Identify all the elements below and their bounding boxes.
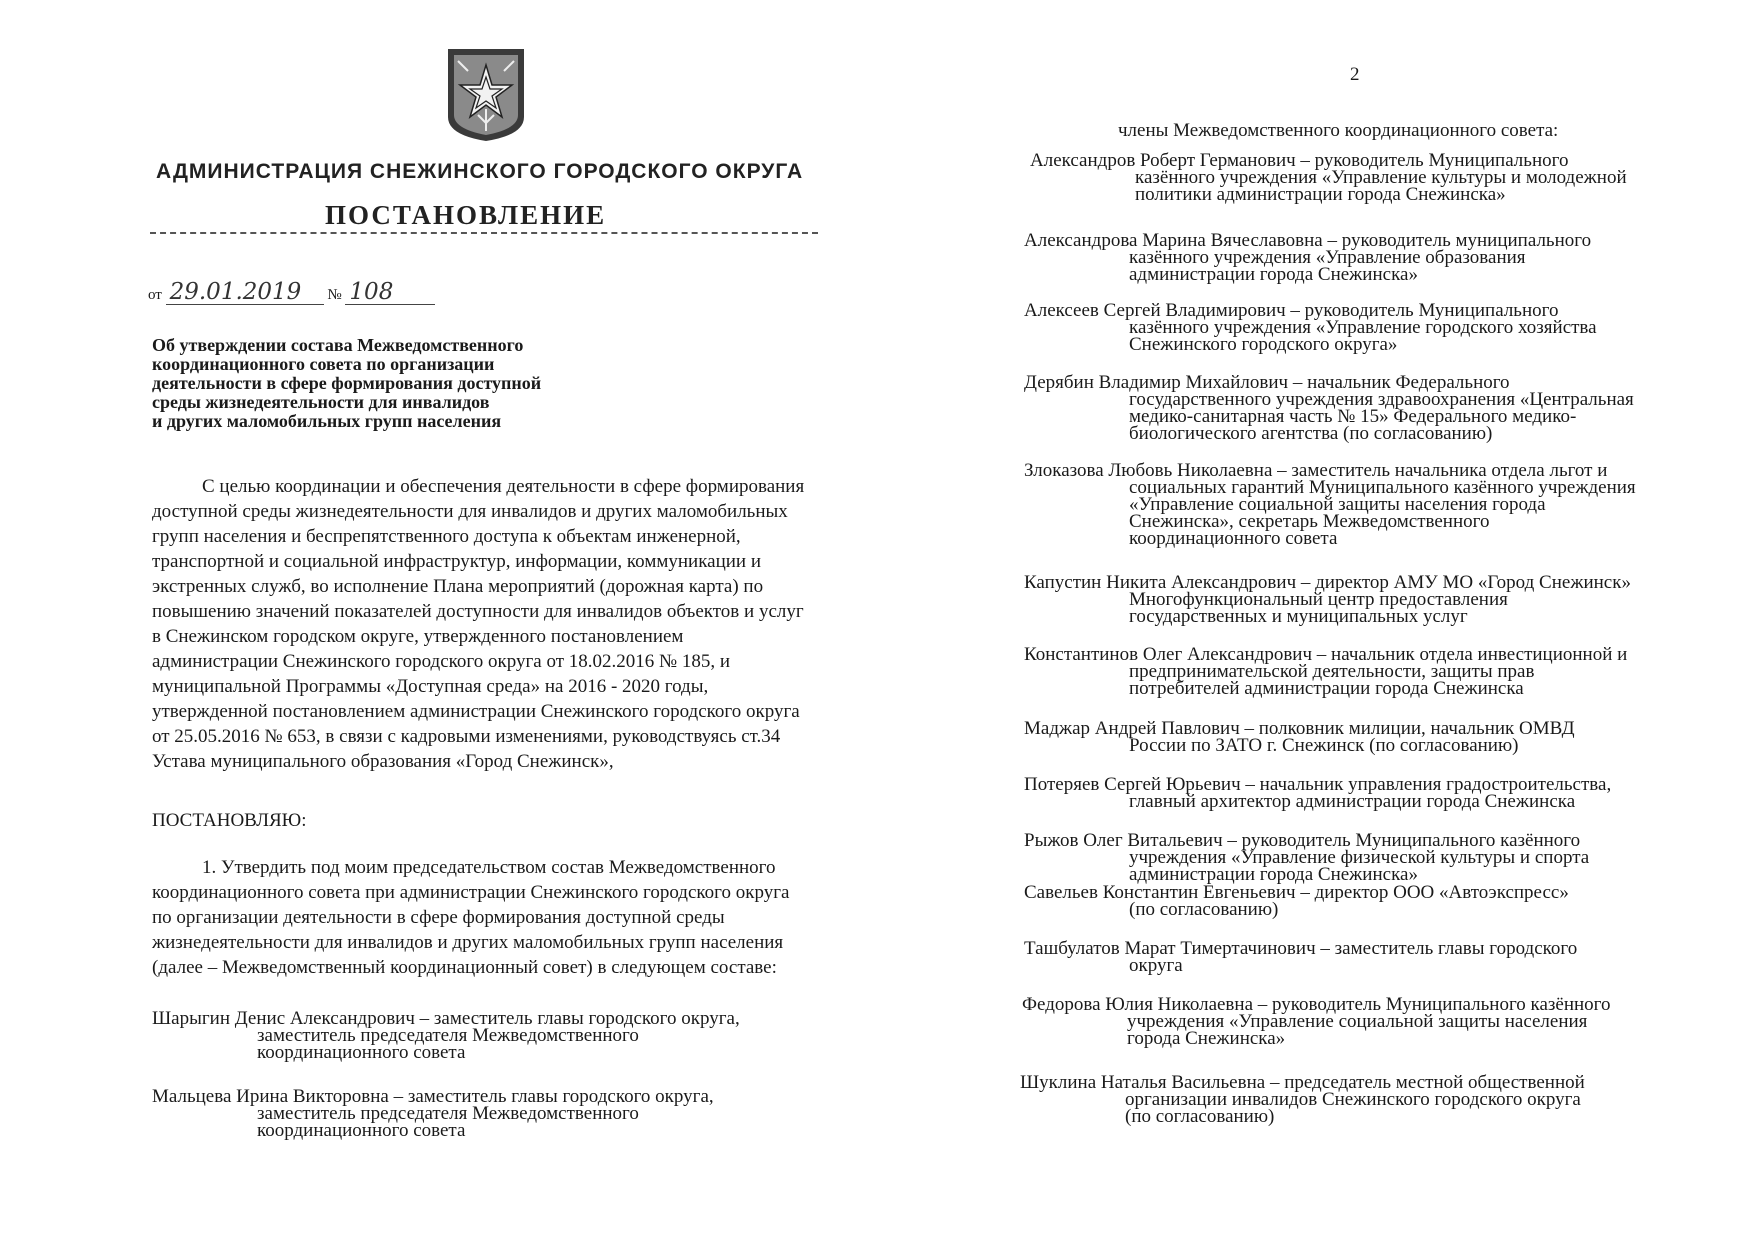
number-prefix: № — [327, 287, 342, 303]
member-detail-line: Снежинска», секретарь Межведомственного — [1129, 511, 1490, 532]
member-name-line: Константинов Олег Александрович – начальник отдела инвестиционной и — [1024, 644, 1628, 665]
member-name-line: Шуклина Наталья Васильевна – председатель местной общественной — [1020, 1072, 1585, 1093]
member-name-line: Злоказова Любовь Николаевна – заместитель начальника отдела льгот и — [1024, 460, 1608, 481]
subject-line: деятельности в сфере формирования доступной — [152, 373, 542, 393]
header-divider — [150, 232, 818, 234]
member-detail-line: медико-санитарная часть № 15» Федерального медико- — [1129, 406, 1577, 427]
member-entry — [1030, 152, 1627, 203]
member-detail-line: Многофункциональный центр предоставления — [1129, 589, 1508, 610]
member-detail-line: округа — [1129, 955, 1183, 976]
member-detail-line: биологического агентства (по согласованию) — [1129, 423, 1493, 444]
handwritten-number: 108 — [345, 280, 435, 305]
member-entry — [1022, 996, 1611, 1047]
member-name-line: Мальцева Ирина Викторовна – заместитель главы городского округа, — [152, 1086, 714, 1107]
subject-line: Об утверждении состава Межведомственного — [152, 335, 524, 355]
member-detail-line: предпринимательской деятельности, защиты прав — [1129, 661, 1535, 682]
members-heading: члены Межведомственного координационного совета: — [1118, 120, 1559, 141]
member-entry — [1020, 1074, 1585, 1125]
member-entry — [1024, 884, 1569, 918]
member-entry — [1024, 646, 1627, 697]
member-name-line: Савельев Константин Евгеньевич – директор ООО «Автоэкспресс» — [1024, 882, 1569, 903]
snezhinsk-coat-of-arms-icon — [446, 47, 526, 143]
member-entry — [152, 1088, 852, 1139]
member-detail-line: учреждения «Управление физической культуры и спорта — [1129, 847, 1590, 868]
member-detail-line: казённого учреждения «Управление культуры и молодежной — [1135, 167, 1627, 188]
subject-line: среды жизнедеятельности для инвалидов — [152, 392, 490, 412]
member-name-line: Федорова Юлия Николаевна – руководитель Муниципального казённого — [1022, 994, 1611, 1015]
member-detail-line: заместитель председателя Межведомственного — [257, 1103, 639, 1124]
document-subject — [152, 336, 622, 431]
member-detail-line: (по согласованию) — [1125, 1106, 1275, 1127]
member-detail-line: потребителей администрации города Снежинска — [1129, 678, 1524, 699]
member-detail-line: главный архитектор администрации города Снежинска — [1129, 791, 1576, 812]
member-detail-line: координационного совета — [1129, 528, 1338, 549]
member-detail-line: заместитель председателя Межведомственного — [257, 1025, 639, 1046]
member-detail-line: администрации города Снежинска» — [1129, 264, 1418, 285]
member-detail-line: «Управление социальной защиты населения города — [1129, 494, 1546, 515]
member-entry — [1024, 940, 1577, 974]
member-detail-line: казённого учреждения «Управление образования — [1129, 247, 1526, 268]
member-entry — [1024, 776, 1611, 810]
member-detail-line: политики администрации города Снежинска» — [1135, 184, 1506, 205]
member-entry — [1024, 302, 1597, 353]
member-detail-line: координационного совета — [257, 1042, 466, 1063]
member-name-line: Александров Роберт Германович – руководитель Муниципального — [1030, 150, 1569, 171]
handwritten-date: 29.01.2019 — [166, 280, 324, 305]
date-prefix: от — [148, 287, 162, 303]
member-detail-line: организации инвалидов Снежинского городского округа — [1125, 1089, 1581, 1110]
member-detail-line: государственных и муниципальных услуг — [1129, 606, 1468, 627]
member-entry — [1024, 374, 1634, 442]
document-type: ПОСТАНОВЛЕНИЕ — [325, 200, 607, 230]
subject-line: и других маломобильных групп населения — [152, 411, 502, 431]
member-detail-line: государственного учреждения здравоохранения «Центральная — [1129, 389, 1634, 410]
member-entry — [1024, 232, 1591, 283]
member-name-line: Шарыгин Денис Александрович – заместитель главы городского округа, — [152, 1008, 740, 1029]
member-detail-line: города Снежинска» — [1127, 1028, 1286, 1049]
point-1-paragraph: 1. Утвердить под моим председательством состав Межведомственного координационного совета при администрации Снежинского городского округа по организации деятельности в сфере формирования доступной среды жизнедеятельности для инвалидов и других маломобильных групп населения (далее – Межведомственный координационный совет) в следующем составе: — [152, 857, 790, 978]
member-name-line: Дерябин Владимир Михайлович – начальник Федерального — [1024, 372, 1510, 393]
member-entry — [1024, 832, 1589, 883]
member-entry — [1024, 720, 1575, 754]
member-entry — [152, 1010, 852, 1061]
member-detail-line: учреждения «Управление социальной защиты населения — [1127, 1011, 1588, 1032]
subject-line: координационного совета по организации — [152, 354, 495, 374]
member-name-line: Потеряев Сергей Юрьевич – начальник управления градостроительства, — [1024, 774, 1612, 795]
member-name-line: Ташбулатов Марат Тимертачинович – заместитель главы городского — [1024, 938, 1578, 959]
member-detail-line: (по согласованию) — [1129, 899, 1279, 920]
member-name-line: Капустин Никита Александрович – директор АМУ МО «Город Снежинск» — [1024, 572, 1631, 593]
intro-paragraph: С целью координации и обеспечения деятельности в сфере формирования доступной среды жизнедеятельности для инвалидов и других маломобильных групп населения и беспрепятственного доступа к объектам инженерной, транспортной и социальной инфраструктур, информации, коммуникации и экстренных служб, во исполнение Плана мероприятий (дорожная карта) по повышению значений показателей доступности для инвалидов объектов и услуг в Снежинском городском округе, утвержденного постановлением администрации Снежинского городского округа от 18.02.2016 № 185, и муниципальной Программы «Доступная среда» на 2016 - 2020 годы, утвержденной постановлением администрации Снежинского городского округа от 25.05.2016 № 653, в связи с кадровыми изменениями, руководствуясь ст.34 Устава муниципального образования «Город Снежинск», — [152, 476, 805, 772]
member-detail-line: казённого учреждения «Управление городского хозяйства — [1129, 317, 1597, 338]
member-name-line: Рыжов Олег Витальевич – руководитель Муниципального казённого — [1024, 830, 1581, 851]
page-number: 2 — [1350, 64, 1360, 85]
member-detail-line: координационного совета — [257, 1120, 466, 1141]
member-entry — [1024, 462, 1636, 547]
date-number-line — [148, 280, 435, 305]
organization-name: АДМИНИСТРАЦИЯ СНЕЖИНСКОГО ГОРОДСКОГО ОКРУГА — [156, 160, 804, 183]
member-detail-line: России по ЗАТО г. Снежинск (по согласованию) — [1129, 735, 1519, 756]
member-name-line: Алексеев Сергей Владимирович – руководитель Муниципального — [1024, 300, 1559, 321]
member-entry — [1024, 574, 1631, 625]
member-name-line: Маджар Андрей Павлович – полковник милиции, начальник ОМВД — [1024, 718, 1575, 739]
member-detail-line: Снежинского городского округа» — [1129, 334, 1398, 355]
resolve-heading: ПОСТАНОВЛЯЮ: — [152, 810, 307, 831]
member-name-line: Александрова Марина Вячеславовна – руководитель муниципального — [1024, 230, 1592, 251]
member-detail-line: администрации города Снежинска» — [1129, 864, 1418, 885]
member-detail-line: социальных гарантий Муниципального казённого учреждения — [1129, 477, 1636, 498]
